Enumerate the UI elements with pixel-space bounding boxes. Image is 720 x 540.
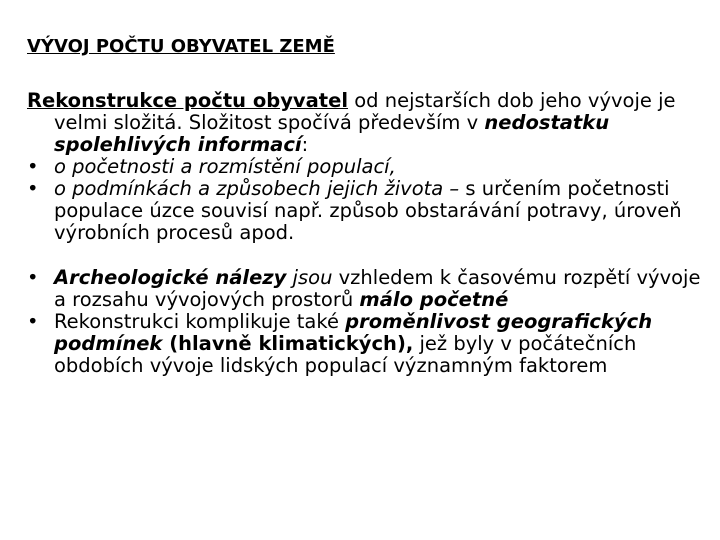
list-item-bold-italic: Archeologické nálezy — [54, 266, 287, 289]
findings-list — [27, 267, 702, 377]
page-title: VÝVOJ POČTU OBYVATEL ZEMĚ — [27, 36, 335, 57]
info-list — [27, 156, 702, 244]
list-item-italic: o podmínkách a způsobech jejich života – — [54, 177, 460, 200]
bullet-icon: • — [27, 266, 39, 289]
intro-colon: : — [301, 133, 309, 156]
list-item-text: Rekonstrukci komplikuje také — [54, 310, 346, 333]
intro-paragraph — [27, 90, 702, 156]
list-item-text: vzhledem k časovému rozpětí vývoje a rozsahu vývojových prostorů — [54, 266, 701, 311]
list-item-italic: jsou — [286, 266, 333, 289]
list-item-bold: (hlavně klimatických), — [162, 332, 414, 355]
list-item — [27, 311, 702, 377]
intro-emphasis: nedostatku spolehlivých informací — [54, 111, 610, 156]
list-item — [27, 267, 702, 311]
list-item-bold-italic: proměnlivost geografických podmínek — [54, 310, 653, 355]
slide-content — [27, 90, 702, 377]
list-item-text: o početnosti a rozmístění populací, — [54, 155, 396, 178]
intro-lead: Rekonstrukce počtu obyvatel — [27, 89, 349, 112]
spacer — [27, 244, 702, 267]
list-item — [27, 156, 702, 178]
intro-text: od nejstarších dob jeho vývoje je velmi složitá. Složitost spočívá především v — [54, 89, 676, 134]
bullet-icon: • — [27, 177, 39, 200]
list-item — [27, 178, 702, 244]
list-item-text: s určením početnosti populace úzce souvisí např. způsob obstarávání potravy, úroveň výrobních procesů apod. — [54, 177, 682, 244]
bullet-icon: • — [27, 310, 39, 333]
list-item-emphasis: málo početné — [359, 288, 509, 311]
bullet-icon: • — [27, 155, 39, 178]
list-item-rest: jež byly v počátečních obdobích vývoje lidských populací významným faktorem — [54, 332, 637, 377]
